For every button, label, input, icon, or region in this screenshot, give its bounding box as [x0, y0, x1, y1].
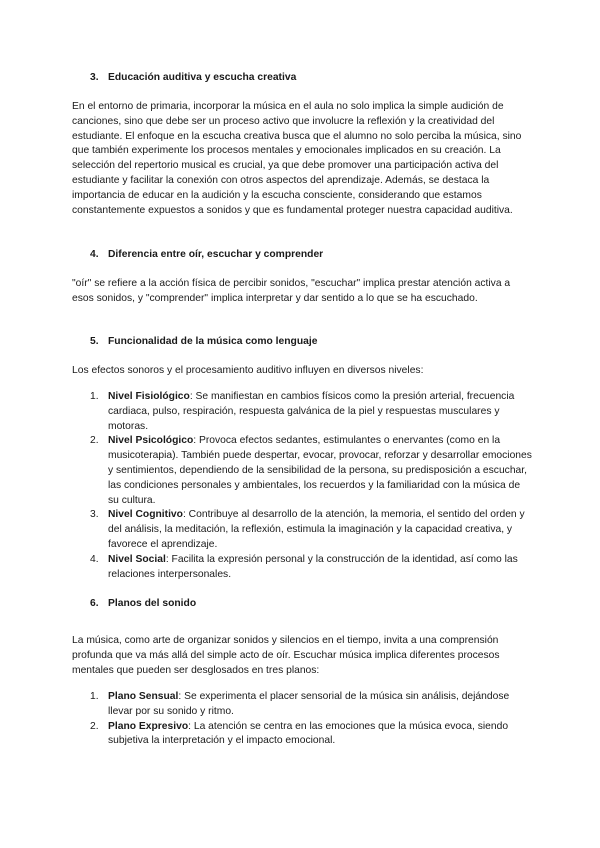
section-number: 6. [90, 598, 99, 609]
item-text: : Facilita la expresión personal y la construcción de la identidad, así como las relaciones interpersonales. [108, 553, 518, 580]
section-number: 4. [90, 249, 99, 260]
section-heading [90, 335, 317, 350]
item-text: : Se manifiestan en cambios físicos como la presión arterial, frecuencia cardiaca, pulso, respiración, respuesta galvánica de la piel y respuestas musculares y motoras. [108, 391, 515, 432]
section-title: Diferencia entre oír, escuchar y comprender [108, 249, 324, 260]
section-title: Funcionalidad de la música como lenguaje [108, 336, 318, 347]
planes-list [90, 690, 532, 749]
section-paragraph: La música, como arte de organizar sonidos y silencios en el tiempo, invita a una comprensión profunda que va más allá del simple acto de oír. Escuchar música implica diferentes procesos mentales que pueden ser desglosados en tres planos: [72, 635, 500, 676]
list-item: 1. Plano Sensual: Se experimenta el placer sensorial de la música sin análisis, dejándose llevar por su sonido y ritmo. [90, 691, 510, 717]
section-title: Educación auditiva y escucha creativa [108, 72, 297, 83]
section-number: 3. [90, 72, 99, 83]
levels-list [90, 390, 532, 582]
item-text: : La atención se centra en las emociones que la música evoca, siendo subjetiva la interpretación y el impacto emocional. [108, 720, 509, 747]
item-term: Nivel Cognitivo [108, 509, 183, 521]
item-term: Nivel Psicológico [108, 435, 194, 447]
section-paragraph: Los efectos sonoros y el procesamiento auditivo influyen en diversos niveles: [72, 365, 424, 376]
item-term: Nivel Fisiológico [108, 391, 190, 402]
item-term: Plano Expresivo [108, 720, 189, 732]
section-paragraph: "oír" se refiere a la acción física de percibir sonidos, "escuchar" implica prestar atención activa a esos sonidos, y "comprender" implica interpretar y dar sentido a lo que se ha escuchado. [72, 278, 511, 304]
section-heading [90, 248, 323, 263]
item-text: : Se experimenta el placer sensorial de la música sin análisis, dejándose llevar por su sonido y ritmo. [108, 691, 510, 717]
list-item: 2. Nivel Psicológico: Provoca efectos sedantes, estimulantes o enervantes (como en la musicoterapia). También puede despertar, evocar, provocar, reforzar y desarrollar emociones y sentimientos, dependiendo de la sensibilidad de la persona, su predisposición a escuchar, las condiciones personales y ambientales, los recuerdos y la familiaridad con la música de su cultura. [90, 435, 532, 506]
item-term: Nivel Social [108, 553, 166, 565]
section-number: 5. [90, 336, 99, 347]
list-item: 3. Nivel Cognitivo: Contribuye al desarrollo de la atención, la memoria, el sentido del orden y del análisis, la meditación, la reflexión, estimula la imaginación y la capacidad creativa, y favorece el aprendizaje. [90, 509, 525, 550]
section-heading [90, 597, 196, 612]
section-heading [90, 71, 296, 86]
list-item: 1. Nivel Fisiológico: Se manifiestan en cambios físicos como la presión arterial, frecuencia cardiaca, pulso, respiración, respuesta galvánica de la piel y respuestas musculares y motoras. [90, 391, 515, 432]
section-title: Planos del sonido [108, 598, 197, 609]
list-item: 4. Nivel Social: Facilita la expresión personal y la construcción de la identidad, así como las relaciones interpersonales. [90, 553, 518, 580]
list-item: 2. Plano Expresivo: La atención se centra en las emociones que la música evoca, siendo subjetiva la interpretación y el impacto emocional. [90, 720, 509, 747]
section-paragraph: En el entorno de primaria, incorporar la música en el aula no solo implica la simple audición de canciones, sino que debe ser un proceso activo que involucre la reflexión y la creatividad del estudiante. El enfoque en la escucha creativa busca que el alumno no solo perciba la música, sino que también experimente los procesos mentales y emocionales implicados en su creación. La selección del repertorio musical es crucial, ya que debe promover una participación activa del estudiante y facilitar la conexión con otros aspectos del aprendizaje. Además, se destaca la importancia de educar en la audición y la escucha consciente, considerando que estamos constantemente expuestos a sonidos y que es fundamental proteger nuestra capacidad auditiva. [72, 101, 522, 216]
item-text: : Provoca efectos sedantes, estimulantes o enervantes (como en la musicoterapia). También puede despertar, evocar, provocar, reforzar y desarrollar emociones y sentimientos, dependiendo de la sensibilidad de la persona, su predisposición a escuchar, las condiciones personales y ambientales, los recuerdos y la familiaridad con la música de su cultura. [108, 435, 532, 506]
item-term: Plano Sensual [108, 691, 179, 702]
item-text: : Contribuye al desarrollo de la atención, la memoria, el sentido del orden y del análisis, la meditación, la reflexión, estimula la imaginación y la capacidad creativa, y favorece el aprendizaje. [108, 509, 525, 550]
